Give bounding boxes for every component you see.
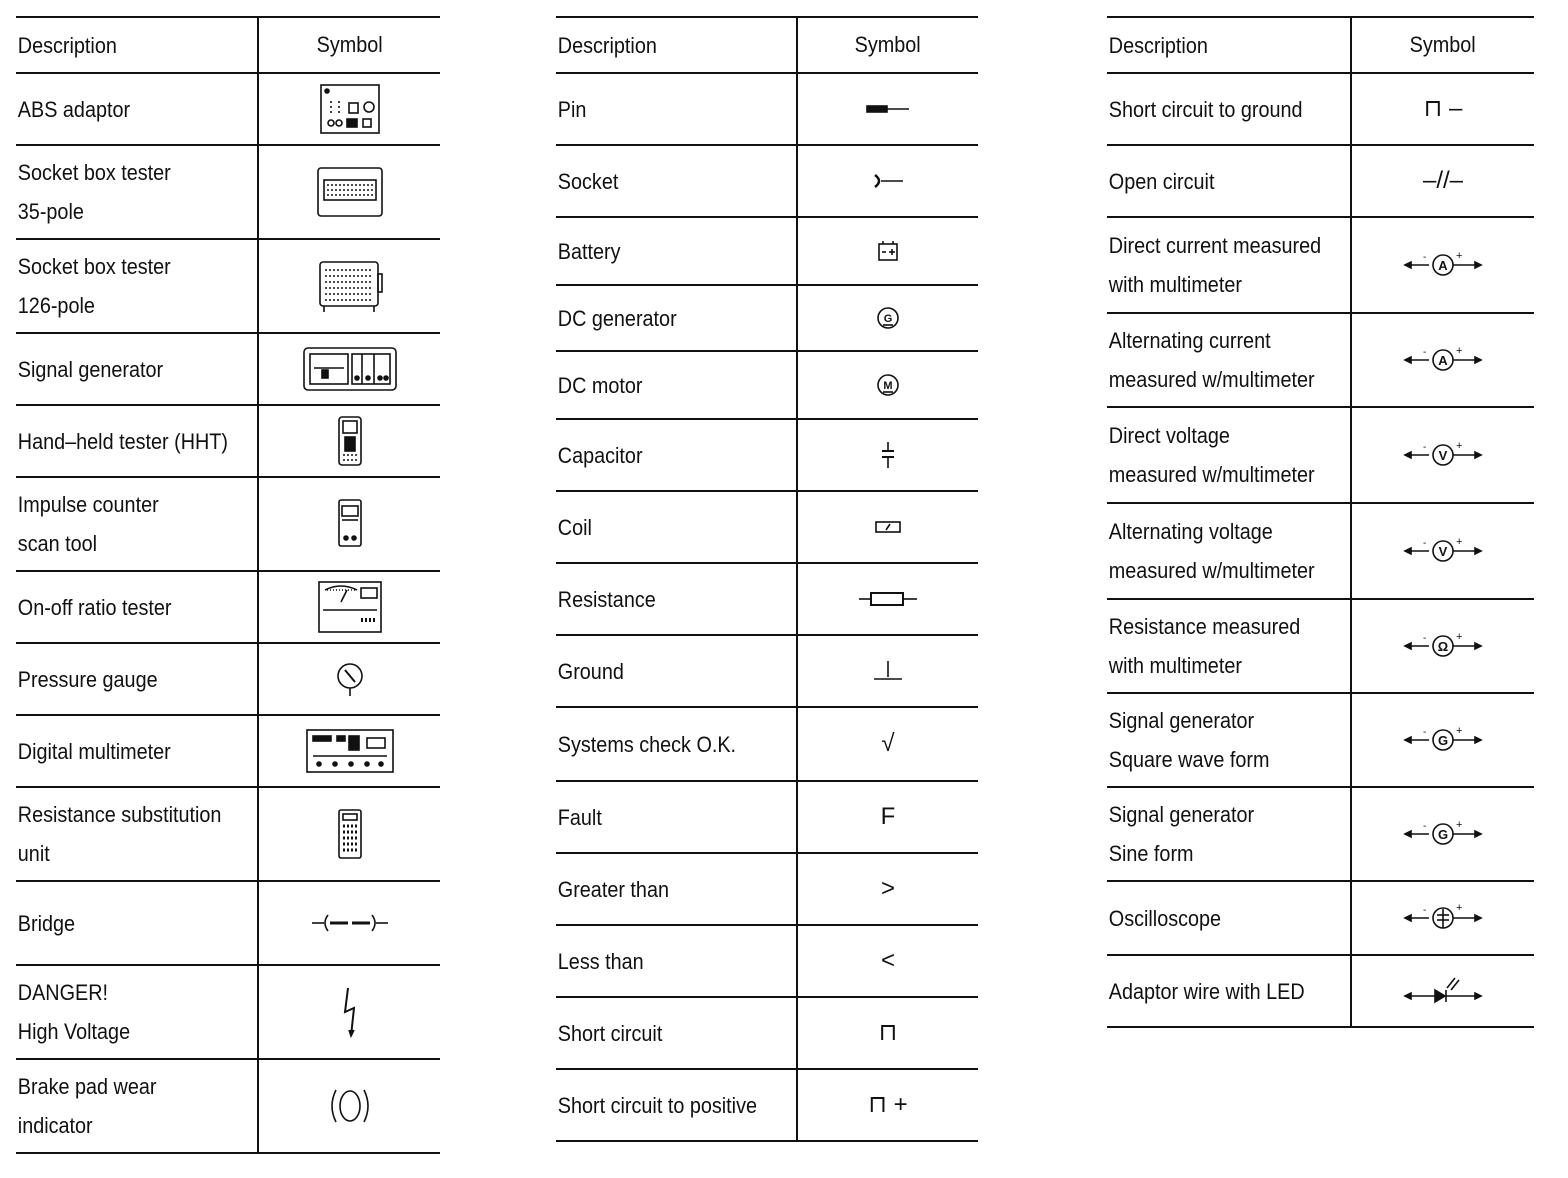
capacitor-icon [880,440,896,470]
description-cell [1107,146,1326,216]
pin-icon [865,104,911,114]
table-row [556,352,978,420]
table-row [556,1070,978,1142]
table-row [16,788,440,882]
symbol-cell [257,240,440,332]
description-text: Alternating voltage measured w/multimeter [1108,519,1315,583]
brake-pad-wear-icon [328,1086,372,1126]
symbol-cell [1350,504,1534,598]
svg-text:+: + [1456,725,1463,737]
description-cell [556,998,772,1068]
symbol-cell [257,1060,440,1152]
symbol-cell [796,782,978,852]
ground-icon [872,659,904,683]
table-row [1107,408,1534,504]
description-cell [556,782,772,852]
fault-icon: F [880,803,896,830]
symbol-cell [796,146,978,216]
check-ok-icon: √ [881,730,895,757]
high-voltage-icon [340,986,360,1038]
symbol-cell [1350,694,1534,786]
greater-than-icon: > [880,875,895,902]
table-row [556,636,978,708]
description-cell [1107,694,1326,786]
symbol-cell [1350,600,1534,692]
symbol-cell [257,966,440,1058]
description-cell [1107,74,1326,144]
impulse-counter-icon [335,498,365,550]
table-row [556,926,978,998]
symbol-table-3 [1107,16,1534,1028]
table-row [556,854,978,926]
symbol-cell [796,854,978,924]
svg-text:-: - [1423,442,1427,453]
description-text: Capacitor [557,442,643,468]
symbol-cell [1350,146,1534,216]
description-cell [556,286,772,350]
svg-text:+: + [1456,902,1463,914]
dc-generator-icon [876,305,900,331]
description-text: Socket [557,168,619,194]
svg-text:A: A [1438,353,1448,368]
svg-text:-: - [1423,252,1427,263]
description-text: Battery [557,238,621,264]
symbol-cell [796,636,978,706]
description-cell [556,74,772,144]
battery-icon [877,240,899,262]
table-row [1107,504,1534,600]
symbol-header: Symbol [1350,18,1534,72]
table-row [1107,314,1534,408]
description-cell [1107,600,1326,692]
table-row [16,74,440,146]
table-row [16,1060,440,1154]
description-cell [16,478,233,570]
description-text: Impulse counter scan tool [17,492,159,556]
description-cell [556,420,772,490]
svg-text:-: - [1423,347,1427,358]
symbol-cell [257,882,440,964]
table-row [556,146,978,218]
description-cell [16,882,233,964]
table-row [556,782,978,854]
description-text: Direct current measured with multimeter [1108,233,1322,297]
description-cell [556,564,772,634]
description-cell [1107,882,1326,954]
short-circuit-positive-icon: ⊓ + [868,1091,908,1118]
hand-held-tester-icon [335,415,365,467]
resistance-icon [857,590,919,608]
description-cell [1107,788,1326,880]
table-row [556,998,978,1070]
adaptor-led-icon [1403,974,1483,1008]
description-cell [556,636,772,706]
signal-generator-icon [302,344,398,394]
short-circuit-icon: ⊓ [878,1019,898,1046]
description-text: Coil [557,514,592,540]
description-text: Oscilloscope [1108,905,1222,931]
symbol-header: Symbol [796,18,978,72]
description-text: Pressure gauge [17,666,158,692]
resistance-substitution-icon [335,808,365,860]
description-cell [16,146,233,238]
open-circuit-icon: –//– [1422,167,1464,194]
description-cell [16,572,233,642]
description-cell [556,492,772,562]
description-cell [1107,956,1326,1026]
description-cell [1107,218,1326,312]
svg-text:-: - [1423,727,1427,738]
description-cell [556,1070,772,1140]
table-row [556,286,978,352]
meter-dc-current-icon [1403,250,1483,280]
abs-adaptor-icon [319,83,381,135]
description-text: Fault [557,804,602,830]
description-cell [16,334,233,404]
pressure-gauge-icon [335,660,365,698]
symbol-cell [1350,408,1534,502]
description-text: Signal generator Sine form [1108,802,1255,866]
symbol-cell [257,406,440,476]
symbol-cell [796,926,978,996]
symbol-cell [257,788,440,880]
svg-text:G: G [1437,827,1449,842]
svg-text:-: - [1423,905,1427,916]
symbol-cell [257,478,440,570]
table-row [16,406,440,478]
description-text: Alternating current measured w/multimeter [1108,328,1315,392]
meter-ac-voltage-icon [1403,536,1483,566]
socket-box-126-icon [316,258,384,314]
description-text: Digital multimeter [17,738,171,764]
symbol-cell [1350,882,1534,954]
symbol-cell [796,564,978,634]
symbol-cell [257,644,440,714]
svg-text:V: V [1438,544,1448,559]
table-row [1107,882,1534,956]
symbol-cell [257,334,440,404]
description-cell [556,352,772,418]
description-text: Bridge [17,910,76,936]
description-text: Short circuit to positive [557,1092,757,1118]
symbol-cell [796,74,978,144]
table-row [1107,74,1534,146]
description-text: Adaptor wire with LED [1108,978,1305,1004]
svg-text:+: + [1456,819,1463,831]
svg-text:+: + [1456,250,1463,262]
symbol-cell [796,218,978,284]
table-row [556,564,978,636]
description-text: Resistance measured with multimeter [1108,614,1301,678]
symbol-cell [1350,956,1534,1026]
table-header [16,18,440,74]
description-cell [16,788,233,880]
description-text: Signal generator Square wave form [1108,708,1270,772]
table-row [16,334,440,406]
meter-sine-wave-icon [1403,819,1483,849]
meter-square-wave-icon [1403,725,1483,755]
symbol-cell [796,286,978,350]
table-row [1107,694,1534,788]
description-cell [556,218,772,284]
description-cell [16,1060,233,1152]
table-row [1107,218,1534,314]
description-header: Description [557,32,657,58]
meter-ac-current-icon [1403,345,1483,375]
symbol-table-2 [556,16,978,1142]
description-text: Signal generator [17,356,164,382]
table-row [16,478,440,572]
description-text: Short circuit to ground [1108,96,1303,122]
svg-text:V: V [1438,448,1448,463]
table-row [16,146,440,240]
svg-text:+: + [1456,440,1463,452]
description-text: DC motor [557,372,643,398]
svg-text:+: + [1456,345,1463,357]
description-cell [16,966,233,1058]
symbol-table-1 [16,16,440,1154]
description-text: Brake pad wear indicator [17,1074,157,1138]
symbol-cell [1350,314,1534,406]
symbol-cell [796,352,978,418]
table-row [16,882,440,966]
table-row [16,240,440,334]
svg-text:M: M [883,380,893,392]
description-text: Socket box tester 35-pole [17,160,171,224]
description-header: Description [1108,32,1208,58]
short-circuit-ground-icon: ⊓ – [1423,95,1463,122]
description-cell [16,406,233,476]
table-row [1107,600,1534,694]
symbol-cell [1350,788,1534,880]
svg-text:-: - [1423,821,1427,832]
description-cell [16,644,233,714]
description-text: Systems check O.K. [557,731,737,757]
symbol-header: Symbol [257,18,440,72]
description-cell [1107,504,1326,598]
description-cell [16,74,233,144]
symbol-cell [796,998,978,1068]
description-text: Ground [557,658,624,684]
table-row [16,716,440,788]
digital-multimeter-icon [305,728,395,774]
dc-motor-icon [876,372,900,398]
description-cell [556,926,772,996]
symbol-cell [257,146,440,238]
table-header [1107,18,1534,74]
table-row [556,420,978,492]
description-text: ABS adaptor [17,96,131,122]
table-header [556,18,978,74]
symbol-cell [257,74,440,144]
description-header: Description [17,32,117,58]
table-row [556,218,978,286]
description-cell [1107,408,1326,502]
description-text: Greater than [557,876,669,902]
svg-text:G: G [883,313,893,325]
symbol-cell [257,572,440,642]
description-text: Less than [557,948,644,974]
description-cell [1107,314,1326,406]
description-cell [556,708,772,780]
symbol-cell [1350,218,1534,312]
description-text: Resistance [557,586,656,612]
table-row [1107,788,1534,882]
table-row [16,966,440,1060]
symbol-cell [796,420,978,490]
table-row [1107,146,1534,218]
description-text: DANGER! High Voltage [17,980,131,1044]
socket-box-35-icon [316,166,384,218]
svg-text:A: A [1438,258,1448,273]
description-text: Pin [557,96,587,122]
oscilloscope-icon [1403,901,1483,935]
description-text: Socket box tester 126-pole [17,254,171,318]
svg-text:-: - [1423,538,1427,549]
description-text: Open circuit [1108,168,1215,194]
description-text: Hand–held tester (HHT) [17,428,228,454]
description-cell [556,854,772,924]
svg-text:-: - [1423,633,1427,644]
table-row [16,572,440,644]
description-cell [16,240,233,332]
meter-resistance-icon [1403,631,1483,661]
table-row [556,708,978,782]
svg-text:+: + [1456,631,1463,643]
description-text: Resistance substitution unit [17,802,222,866]
table-row [556,492,978,564]
meter-dc-voltage-icon [1403,440,1483,470]
symbol-cell [796,492,978,562]
svg-text:Ω: Ω [1437,639,1449,654]
symbol-cell [257,716,440,786]
table-row [1107,956,1534,1028]
table-row [16,644,440,716]
bridge-icon [310,911,390,935]
description-text: DC generator [557,305,677,331]
symbol-cell [1350,74,1534,144]
table-row [556,74,978,146]
symbol-cell [796,1070,978,1140]
description-text: Short circuit [557,1020,663,1046]
svg-text:G: G [1437,733,1449,748]
symbol-cell [796,708,978,780]
svg-text:+: + [1456,536,1463,548]
on-off-ratio-tester-icon [317,580,383,634]
socket-icon [871,173,905,189]
description-cell [556,146,772,216]
description-text: Direct voltage measured w/multimeter [1108,423,1315,487]
less-than-icon: < [880,947,895,974]
coil-icon [874,520,902,534]
description-text: On-off ratio tester [17,594,172,620]
description-cell [16,716,233,786]
